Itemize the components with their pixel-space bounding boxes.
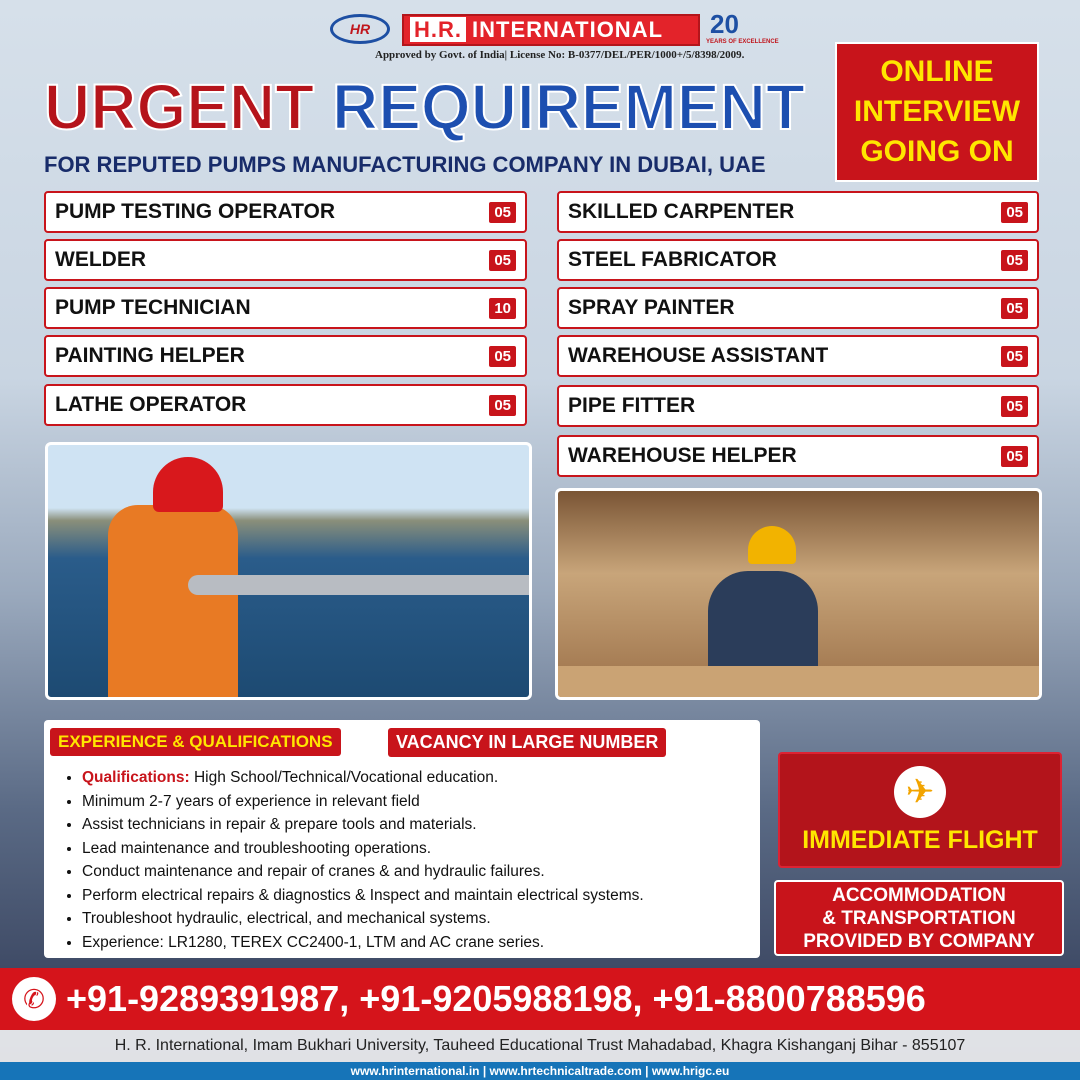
hard-hat-icon (748, 526, 796, 564)
pump-worker-photo (45, 442, 532, 700)
job-title: STEEL FABRICATOR (568, 248, 777, 271)
qualification-list (82, 766, 644, 954)
pipe (188, 575, 532, 595)
job-count: 05 (1001, 298, 1028, 319)
hard-hat-icon (153, 457, 223, 512)
job-count: 05 (1001, 250, 1028, 271)
job-count: 05 (1001, 346, 1028, 367)
list-item: • Troubleshoot hydraulic, electrical, and mechanical systems. (82, 907, 644, 931)
job-count: 05 (489, 346, 516, 367)
list-item: • Minimum 2-7 years of experience in relevant field (82, 790, 644, 814)
experience-tag: EXPERIENCE & QUALIFICATIONS (50, 728, 341, 756)
job-item (557, 435, 1039, 477)
workbench (558, 666, 1042, 700)
job-count: 05 (489, 250, 516, 271)
list-item: • Experience: LR1280, TEREX CC2400-1, LTM and AC crane series. (82, 931, 644, 955)
immediate-flight-panel (778, 752, 1062, 868)
job-title: SPRAY PAINTER (568, 296, 735, 319)
job-item (44, 287, 527, 329)
license-text: Approved by Govt. of India| License No: B-0377/DEL/PER/1000+/5/8398/2009. (375, 49, 745, 61)
anniversary-subtitle: YEARS OF EXCELLENCE (706, 39, 779, 45)
anniversary-badge: 20 (710, 9, 739, 39)
badge-line: GOING ON (860, 135, 1014, 168)
job-title: PUMP TECHNICIAN (55, 296, 251, 319)
badge-line: ONLINE (880, 55, 994, 88)
subtitle: FOR REPUTED PUMPS MANUFACTURING COMPANY IN DUBAI, UAE (44, 152, 766, 177)
job-count: 05 (1001, 446, 1028, 467)
job-count: 05 (489, 395, 516, 416)
brand-banner (402, 14, 700, 46)
accommodation-line: & TRANSPORTATION (822, 908, 1016, 929)
flight-text: IMMEDIATE FLIGHT (802, 826, 1038, 854)
phone-icon: ✆ (12, 977, 56, 1021)
accommodation-line: ACCOMMODATION (832, 885, 1006, 906)
phone-bar (0, 968, 1080, 1030)
job-title: WELDER (55, 248, 146, 271)
worker-figure (108, 505, 238, 700)
header-logo (330, 9, 779, 62)
page-title (44, 70, 805, 144)
job-item (557, 191, 1039, 233)
job-count: 10 (489, 298, 516, 319)
list-item: • Perform electrical repairs & diagnostics & Inspect and maintain electrical systems. (82, 884, 644, 908)
list-item: • Conduct maintenance and repair of cranes & and hydraulic failures. (82, 860, 644, 884)
job-item (44, 239, 527, 281)
job-item (557, 385, 1039, 427)
list-item (82, 766, 644, 790)
qualifications-label: Qualifications: (82, 769, 190, 786)
hr-logo-icon: HR (330, 14, 390, 44)
job-item (557, 287, 1039, 329)
job-item (44, 384, 527, 426)
job-item (557, 239, 1039, 281)
badge-line: INTERVIEW (853, 95, 1021, 128)
online-interview-badge (835, 42, 1039, 182)
title-requirement: REQUIREMENT (332, 71, 805, 143)
airplane-icon: ✈ (894, 766, 946, 818)
job-item (44, 191, 527, 233)
accommodation-line: PROVIDED BY COMPANY (803, 931, 1035, 952)
address: H. R. International, Imam Bukhari University, Tauheed Educational Trust Mahadabad, Khagra Kishanganj Bihar - 855107 (0, 1030, 1080, 1062)
qualifications-text: High School/Technical/Vocational education. (189, 769, 499, 786)
job-count: 05 (1001, 202, 1028, 223)
brand-name: INTERNATIONAL (472, 17, 664, 42)
job-title: WAREHOUSE HELPER (568, 444, 797, 467)
job-item (44, 335, 527, 377)
job-title: WAREHOUSE ASSISTANT (568, 344, 829, 367)
job-title: PIPE FITTER (568, 394, 696, 417)
job-title: LATHE OPERATOR (55, 393, 247, 416)
phone-numbers[interactable]: +91-9289391987, +91-9205988198, +91-8800788596 (66, 978, 926, 1019)
accommodation-panel (774, 880, 1064, 956)
vacancy-tag: VACANCY IN LARGE NUMBER (388, 728, 666, 757)
job-count: 05 (1001, 396, 1028, 417)
job-title: SKILLED CARPENTER (568, 200, 795, 223)
job-title: PUMP TESTING OPERATOR (55, 200, 336, 223)
list-item: • Assist technicians in repair & prepare tools and materials. (82, 813, 644, 837)
experience-panel (44, 720, 760, 958)
worker-figure (708, 571, 818, 681)
list-item: • Lead maintenance and troubleshooting operations. (82, 837, 644, 861)
job-item (557, 335, 1039, 377)
title-urgent: URGENT (44, 71, 315, 143)
carpenter-photo (555, 488, 1042, 700)
job-count: 05 (489, 202, 516, 223)
job-title: PAINTING HELPER (55, 344, 245, 367)
website-links[interactable]: www.hrinternational.in | www.hrtechnicaltrade.com | www.hrigc.eu (0, 1062, 1080, 1080)
brand-prefix: H.R. (410, 17, 466, 42)
